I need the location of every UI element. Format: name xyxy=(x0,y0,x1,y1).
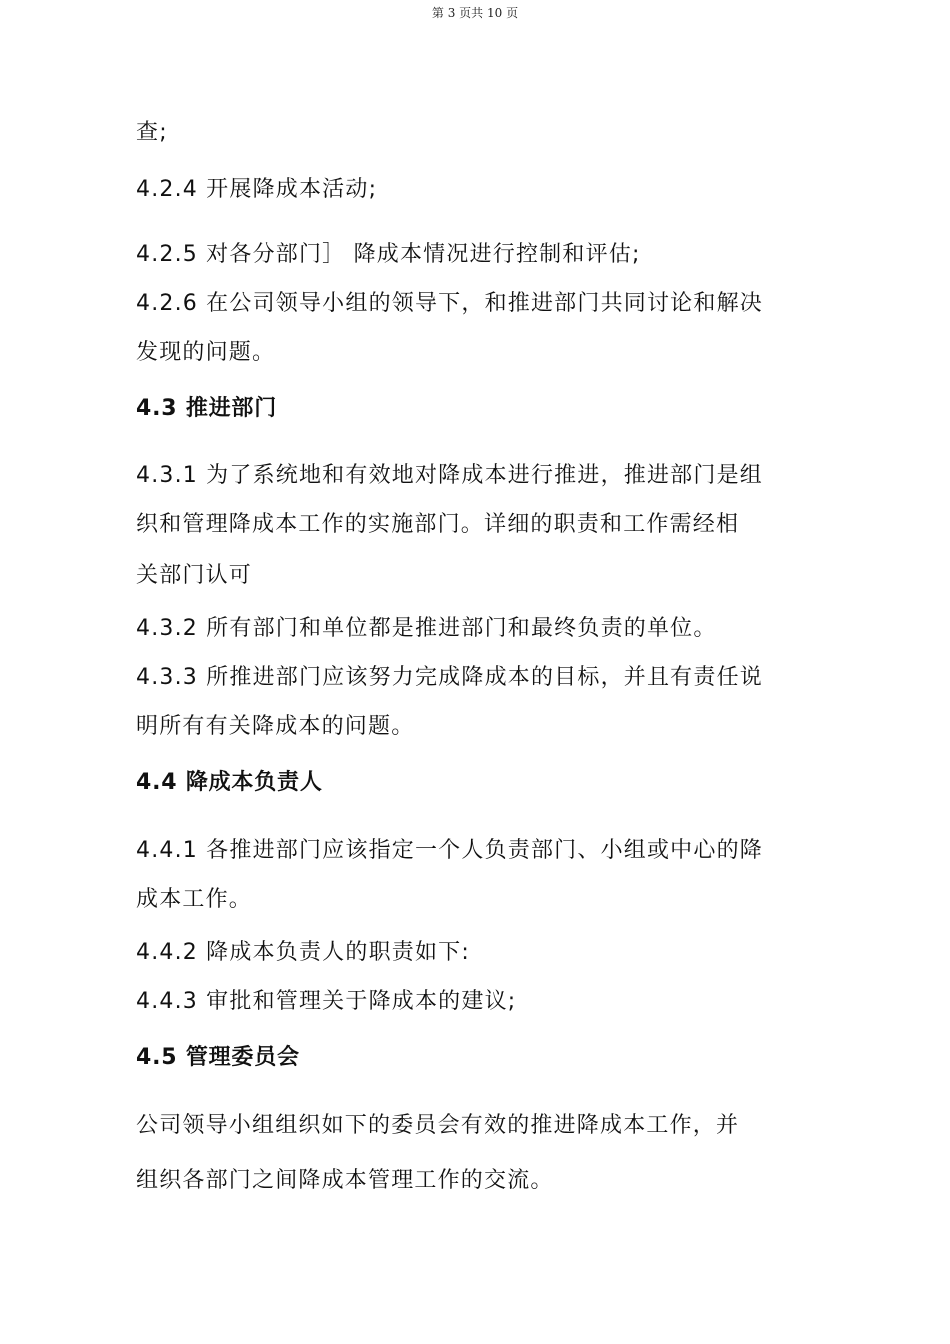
body-line: 关部门认可 xyxy=(136,563,253,588)
clause-4-4-3: 4.4.3 审批和管理关于降成本的建议; xyxy=(136,989,517,1014)
body-line: 公司领导小组组织如下的委员会有效的推进降成本工作，并 xyxy=(136,1113,740,1138)
clause-4-4-2: 4.4.2 降成本负责人的职责如下: xyxy=(136,940,470,965)
clause-4-2-4: 4.2.4 开展降成本活动; xyxy=(136,177,378,202)
clause-4-3-1: 4.3.1 为了系统地和有效地对降成本进行推进，推进部门是组 xyxy=(136,463,763,488)
clause-4-3-3: 4.3.3 所推进部门应该努力完成降成本的目标，并且有责任说 xyxy=(136,665,763,690)
section-heading-4-5: 4.5 管理委员会 xyxy=(136,1045,300,1070)
body-line: 查; xyxy=(136,120,168,145)
page-header: 第 3 页共 10 页 xyxy=(431,6,519,20)
body-line: 织和管理降成本工作的实施部门。详细的职责和工作需经相 xyxy=(136,512,740,537)
body-line: 组织各部门之间降成本管理工作的交流。 xyxy=(136,1168,554,1193)
clause-4-4-1: 4.4.1 各推进部门应该指定一个人负责部门、小组或中心的降 xyxy=(136,838,763,863)
clause-4-2-6: 4.2.6 在公司领导小组的领导下，和推进部门共同讨论和解决 xyxy=(136,291,763,316)
section-heading-4-4: 4.4 降成本负责人 xyxy=(136,770,323,795)
body-line: 发现的问题。 xyxy=(136,340,276,365)
clause-4-2-5: 4.2.5 对各分部门］ 降成本情况进行控制和评估; xyxy=(136,242,641,267)
body-line: 明所有有关降成本的问题。 xyxy=(136,714,415,739)
body-line: 成本工作。 xyxy=(136,887,253,912)
clause-4-3-2: 4.3.2 所有部门和单位都是推进部门和最终负责的单位。 xyxy=(136,616,717,641)
section-heading-4-3: 4.3 推进部门 xyxy=(136,396,278,421)
